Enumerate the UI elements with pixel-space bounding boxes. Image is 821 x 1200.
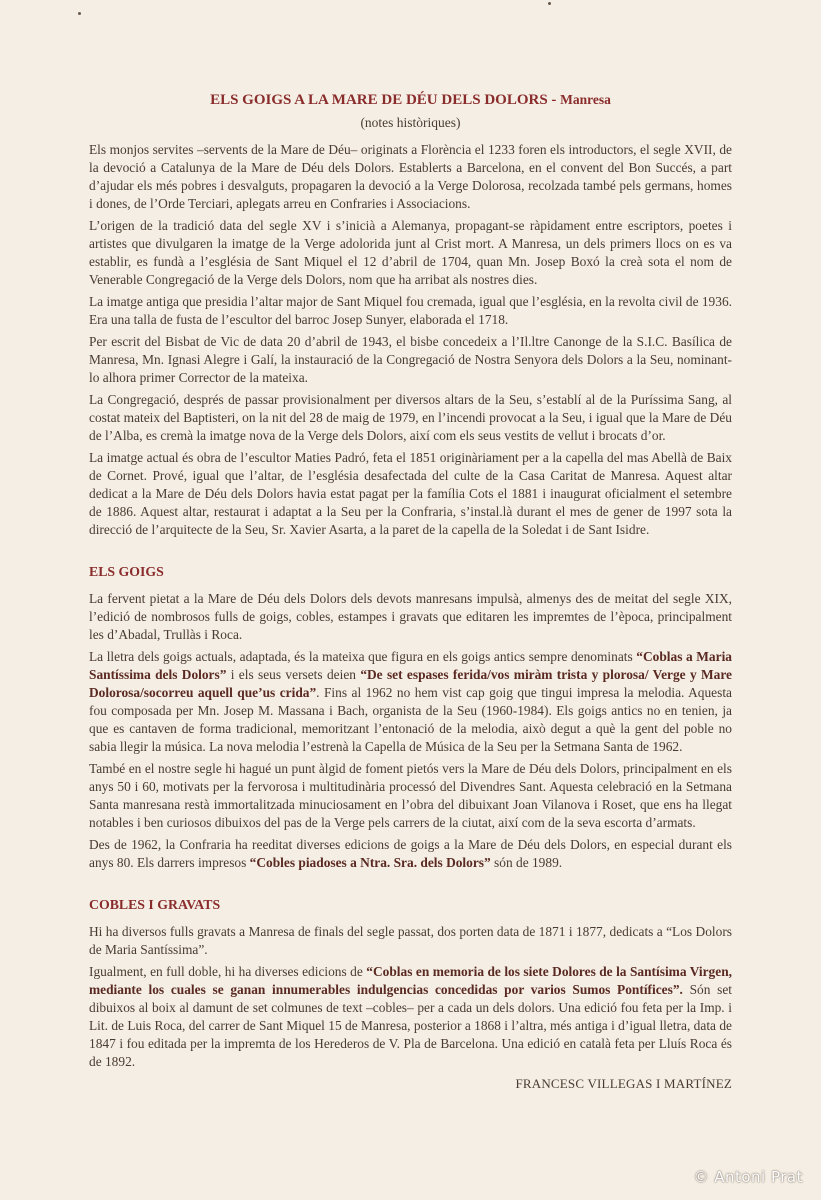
text-run: Des de 1962, la Confraria ha reeditat diverses edicions de goigs a la Mare de Déu dels Dolors, en especial durant els anys 80. Els darrers impresos <box>89 837 732 870</box>
goigs-paragraph-2 <box>89 648 732 756</box>
title-main: ELS GOIGS A LA MARE DE DÉU DELS DOLORS <box>210 92 548 108</box>
page-title <box>89 90 732 110</box>
goigs-paragraph-4 <box>89 836 732 872</box>
goigs-paragraph-3: També en el nostre segle hi hagué un punt àlgid de foment pietós vers la Mare de Déu dels Dolors, principalment en els anys 50 i 60, motivats per la fervorosa i multitudinària processó del Divendres Sant. Aquesta celebració en la Setmana Santa manresana restà immortalitzada minuciosament en l’obra del dibuixant Joan Vilanova i Roset, que ens ha llegat notables i ben curiosos dibuixos del pas de la Verge pels carrers de la ciutat, així com de la seva escorta d’armats. <box>89 761 732 830</box>
intro-paragraph-5: La Congregació, després de passar provisionalment per diversos altars de la Seu, s’establí al de la Puríssima Sang, al costat mateix del Baptisteri, on la nit del 28 de maig de 1979, en l’incendi provocat a la Seu, i igual que la Mare de Déu de l’Alba, es cremà la imatge nova de la Verge dels Dolors, així com els seus vestits de vellut i brocats d’or. <box>89 392 732 443</box>
quoted-title: “Cobles piadoses a Ntra. Sra. dels Dolors” <box>249 855 491 870</box>
title-separator: - <box>547 92 561 108</box>
article <box>89 90 732 1093</box>
intro-paragraph-4: Per escrit del Bisbat de Vic de data 20 d’abril de 1943, el bisbe concedeix a l’Il.ltre Canonge de la S.I.C. Basílica de Manresa, Mn. Ignasi Alegre i Galí, la instauració de la Congregació de Nostra Senyora dels Dolors a la Seu, nominant-lo alhora primer Corrector de la mateixa. <box>89 334 732 385</box>
intro-paragraph-3: La imatge antiga que presidia l’altar major de Sant Miquel fou cremada, igual que l’església, en la revolta civil de 1936. Era una talla de fusta de l’escultor del barroc Josep Sunyer, elaborada el 1718. <box>89 294 732 327</box>
paper-speck <box>78 12 81 15</box>
text-run: . Fins al 1962 no hem vist cap goig que tingui impresa la melodia. Aquesta fou composada per Mn. Josep M. Massana i Bach, organista de la Seu (1960-1984). Els goigs antics no en tenien, ja que es cantaven de forma tradicional, memoritzant l’entonació de la melodia, això degut a què la gent del poble no sabia llegir la música. La nova melodia l’estrenà la Capella de Música de la Seu per la Setmana Santa de 1962. <box>89 685 733 754</box>
intro-paragraph-2: L’origen de la tradició data del segle XV i s’inicià a Alemanya, propagant-se ràpidament entre escriptors, poetes i artistes que divulgaren la imatge de la Verge adolorida junt al Crist mort. A Manresa, un dels primers llocs on es va establir, es fundà a l’església de Sant Miquel el 12 d’abril de 1704, quan Mn. Josep Boxó la creà sota el nom de Venerable Congregació de la Verge dels Dolors, nom que ha arribat als nostres dies. <box>89 218 732 287</box>
copyright-watermark: © Antoni Prat <box>693 1168 803 1186</box>
quoted-title: “Coblas a Maria Santíssima dels Dolors” <box>89 649 732 682</box>
intro-paragraph-6: La imatge actual és obra de l’escultor Maties Padró, feta el 1851 originàriament per a la capella del mas Abellà de Baix de Cornet. Prové, igual que l’altar, de l’església desafectada del culte de la Casa Caritat de Manresa. Aquest altar dedicat a la Mare de Déu dels Dolors havia estat pagat per la família Cots el 1881 i inaugurat oficialment el setembre de 1886. Aquest altar, restaurat i adaptat a la Seu per la Confraria, s’instal.là durant el mes de gener de 1997 sota la direcció de l’arquitecte de la Seu, Sr. Xavier Asarta, a la paret de la capella de la Soledat i de Sant Isidre. <box>89 450 732 537</box>
text-run: Igualment, en full doble, hi ha diverses edicions de <box>89 964 367 979</box>
goigs-paragraph-1: La fervent pietat a la Mare de Déu dels Dolors dels devots manresans impulsà, almenys des de meitat del segle XIX, l’edició de nombrosos fulls de goigs, cobles, estampes i gravats que editaren les impremtes de l’època, principalment les d’Abadal, Trullàs i Roca. <box>89 591 732 642</box>
paper-speck <box>548 2 551 5</box>
title-place: Manresa <box>560 92 611 107</box>
section-heading-cobles: COBLES I GRAVATS <box>89 897 221 912</box>
author-signature: FRANCESC VILLEGAS I MARTÍNEZ <box>515 1076 732 1091</box>
quoted-title: “Coblas en memoria de los siete Dolores de la Santísima Virgen, mediante los cuales se ganan innumerables indulgencias concedidas por varios Sumos Pontífices”. <box>89 964 732 997</box>
page-subtitle: (notes històriques) <box>360 115 461 130</box>
text-run: i els seus versets deien <box>226 667 361 682</box>
intro-paragraph-1: Els monjos servites –servents de la Mare de Déu– originats a Florència el 1233 foren els introductors, el segle XVII, de la devoció a Catalunya de la Mare de Déu dels Dolors. Establerts a Barcelona, en el convent del Bon Succés, a part d’ajudar els més pobres i desvalguts, propagaren la devoció a la Verge Dolorosa, recolzada també pels germans, homes i dones, de l’Orde Terciari, aplegats arreu en Confraries i Associacions. <box>89 142 732 211</box>
cobles-paragraph-1: Hi ha diversos fulls gravats a Manresa de finals del segle passat, dos porten data de 1871 i 1877, dedicats a “Los Dolors de Maria Santíssima”. <box>89 924 732 957</box>
section-heading-goigs: ELS GOIGS <box>89 564 164 579</box>
text-run: són de 1989. <box>490 855 563 870</box>
cobles-paragraph-2 <box>89 963 732 1071</box>
text-run: Són set dibuixos al boix al damunt de set colmunes de text –cobles– per a cada un dels dolors. Una edició fou feta per la Imp. i Lit. de Luis Roca, del carrer de Sant Miquel 15 de Manresa, posterior a 1868 i l’altra, més antiga i d’igual lletra, data de 1847 i fou editada per la impremta de los Herederos de V. Pla de Barcelona. Una edició en català feta per Lluís Roca és de 1892. <box>89 982 732 1069</box>
text-run: La lletra dels goigs actuals, adaptada, és la mateixa que figura en els goigs antics sempre denominats <box>89 649 637 664</box>
quoted-verses: “De set espases ferida/vos miràm trista y plorosa/ Verge y Mare Dolorosa/socorreu aquell que’us crida” <box>89 667 732 700</box>
